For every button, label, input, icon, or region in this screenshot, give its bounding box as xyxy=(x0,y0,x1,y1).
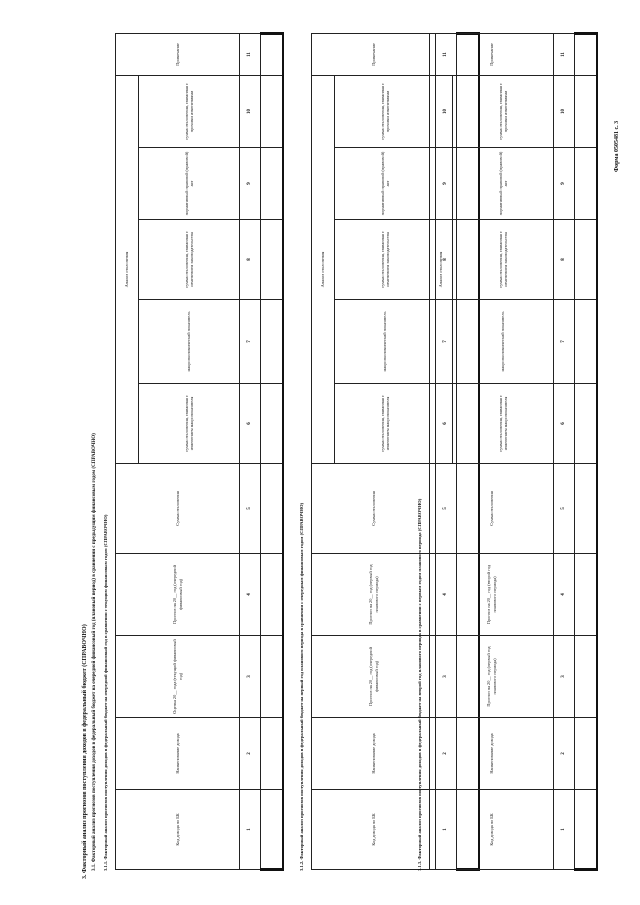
column-number: 2 xyxy=(554,718,575,790)
data-cell[interactable] xyxy=(261,790,284,870)
column-number: 2 xyxy=(436,718,457,790)
header-forecast: Прогноз на 20__ год (очередной финансовый год) xyxy=(116,554,240,636)
header-note: Примечание xyxy=(430,33,554,75)
column-number: 6 xyxy=(554,384,575,464)
header-forecast: Прогноз на 20__ год (первый год планового периода) xyxy=(430,636,554,718)
header-law-deviation: сумма отклонения, связанная с изменением законодательства xyxy=(139,220,240,300)
column-number: 11 xyxy=(240,33,261,75)
header-name: Наименование дохода xyxy=(430,718,554,790)
header-law-deviation: сумма отклонения, связанная с изменением законодательства xyxy=(453,220,554,300)
header-group: Анализ отклонения xyxy=(430,75,453,463)
column-number: 3 xyxy=(554,636,575,718)
column-number: 10 xyxy=(436,75,457,147)
section-heading: 3. Факторный анализ прогнозов поступления доходов в федеральный бюджет (СПРАВОЧНО) xyxy=(82,624,88,879)
column-number: 5 xyxy=(554,464,575,554)
data-cell[interactable] xyxy=(575,554,598,636)
table-title: 3.1.3. Факторный анализ прогнозов поступления доходов в федеральный бюджет на второй год планового периода в сравнении с первым годом планового периода (СПРАВОЧНО) xyxy=(417,498,422,871)
header-macro-deviation: сумма отклонения, связанная с изменением макропоказателя xyxy=(139,384,240,464)
header-forecast: Прогноз на 20__ год (очередной финансовый год) xyxy=(312,636,436,718)
data-cell[interactable] xyxy=(261,554,284,636)
column-number: 9 xyxy=(436,148,457,220)
header-code: Код дохода по БК xyxy=(430,790,554,870)
header-macro-indicator: макроэкономический показатель xyxy=(139,300,240,384)
header-deviation: Сумма отклонения xyxy=(430,464,554,554)
header-other-deviation: сумма отклонения, связанная с прочими изменениями xyxy=(453,75,554,147)
column-number: 7 xyxy=(554,300,575,384)
header-code: Код дохода по БК xyxy=(116,790,240,870)
column-numbers-row xyxy=(240,33,261,869)
data-cell[interactable] xyxy=(261,148,284,220)
header-deviation: Сумма отклонения xyxy=(116,464,240,554)
column-number: 4 xyxy=(554,554,575,636)
data-cell[interactable] xyxy=(261,718,284,790)
header-macro-indicator: макроэкономический показатель xyxy=(335,300,436,384)
header-code: Код дохода по БК xyxy=(312,790,436,870)
table-title: 3.1.1. Факторный анализ прогнозов поступления доходов в федеральный бюджет на очередной финансовый год в сравнении с текущим финансовым годом (СПРАВОЧНО) xyxy=(103,514,108,871)
header-forecast: Прогноз на 20__ год (второй год планового периода) xyxy=(430,554,554,636)
header-name: Наименование дохода xyxy=(116,718,240,790)
column-number: 6 xyxy=(240,384,261,464)
header-group: Анализ отклонения xyxy=(116,75,139,463)
factor-analysis-table-3 xyxy=(429,32,598,871)
table-title: 3.1.2. Факторный анализ прогнозов поступления доходов в федеральный бюджет на первый год планового периода в сравнении с очередным финансовым годом (СПРАВОЧНО) xyxy=(299,502,304,871)
data-cell[interactable] xyxy=(261,464,284,554)
column-number: 7 xyxy=(436,300,457,384)
data-cell[interactable] xyxy=(575,148,598,220)
column-number: 10 xyxy=(240,75,261,147)
header-law-deviation: сумма отклонения, связанная с изменением законодательства xyxy=(335,220,436,300)
header-legal-act: нормативный правовой (правовой) акт xyxy=(453,148,554,220)
table-row xyxy=(575,33,598,869)
header-note: Примечание xyxy=(312,33,436,75)
data-cell[interactable] xyxy=(575,718,598,790)
header-legal-act: нормативный правовой (правовой) акт xyxy=(139,148,240,220)
data-cell[interactable] xyxy=(261,220,284,300)
header-macro-indicator: макроэкономический показатель xyxy=(453,300,554,384)
header-group: Анализ отклонения xyxy=(312,75,335,463)
header-macro-deviation: сумма отклонения, связанная с изменением макропоказателя xyxy=(453,384,554,464)
column-number: 11 xyxy=(554,33,575,75)
header-other-deviation: сумма отклонения, связанная с прочими изменениями xyxy=(335,75,436,147)
column-numbers-row xyxy=(554,33,575,869)
data-cell[interactable] xyxy=(575,33,598,75)
data-cell[interactable] xyxy=(261,384,284,464)
data-cell[interactable] xyxy=(575,464,598,554)
data-cell[interactable] xyxy=(261,300,284,384)
column-number: 9 xyxy=(240,148,261,220)
column-number: 11 xyxy=(436,33,457,75)
column-number: 2 xyxy=(240,718,261,790)
column-number: 4 xyxy=(436,554,457,636)
column-number: 8 xyxy=(436,220,457,300)
column-number: 6 xyxy=(436,384,457,464)
data-cell[interactable] xyxy=(575,300,598,384)
data-cell[interactable] xyxy=(261,636,284,718)
data-cell[interactable] xyxy=(261,75,284,147)
header-forecast: Прогноз на 20__ год (первый год планового периода) xyxy=(312,554,436,636)
header-name: Наименование дохода xyxy=(312,718,436,790)
column-number: 9 xyxy=(554,148,575,220)
header-deviation: Сумма отклонения xyxy=(312,464,436,554)
data-cell[interactable] xyxy=(575,384,598,464)
header-other-deviation: сумма отклонения, связанная с прочими изменениями xyxy=(139,75,240,147)
header-note: Примечание xyxy=(116,33,240,75)
header-legal-act: нормативный правовой (правовой) акт xyxy=(335,148,436,220)
column-number: 1 xyxy=(240,790,261,870)
column-number: 1 xyxy=(436,790,457,870)
column-number: 3 xyxy=(240,636,261,718)
column-number: 5 xyxy=(240,464,261,554)
data-cell[interactable] xyxy=(575,636,598,718)
subsection-heading: 3.1. Факторный анализ прогнозов поступления доходов в федеральный бюджет на очередной финансовый год (плановый период) в сравнении с предыдущим финансовым годом (СПРАВОЧНО) xyxy=(92,433,97,871)
table-row xyxy=(261,33,284,869)
column-number: 1 xyxy=(554,790,575,870)
column-number: 8 xyxy=(554,220,575,300)
column-number: 10 xyxy=(554,75,575,147)
form-number-label: Форма 0505481 с. 3 xyxy=(614,120,620,172)
header-macro-deviation: сумма отклонения, связанная с изменением макропоказателя xyxy=(335,384,436,464)
header-estimate: Оценка 20__ года (текущий финансовый год) xyxy=(116,636,240,718)
column-number: 8 xyxy=(240,220,261,300)
factor-analysis-table-1 xyxy=(115,32,284,871)
column-number: 3 xyxy=(436,636,457,718)
column-number: 5 xyxy=(436,464,457,554)
data-cell[interactable] xyxy=(575,790,598,870)
data-cell[interactable] xyxy=(261,33,284,75)
column-number: 7 xyxy=(240,300,261,384)
data-cell[interactable] xyxy=(575,75,598,147)
column-number: 4 xyxy=(240,554,261,636)
data-cell[interactable] xyxy=(575,220,598,300)
